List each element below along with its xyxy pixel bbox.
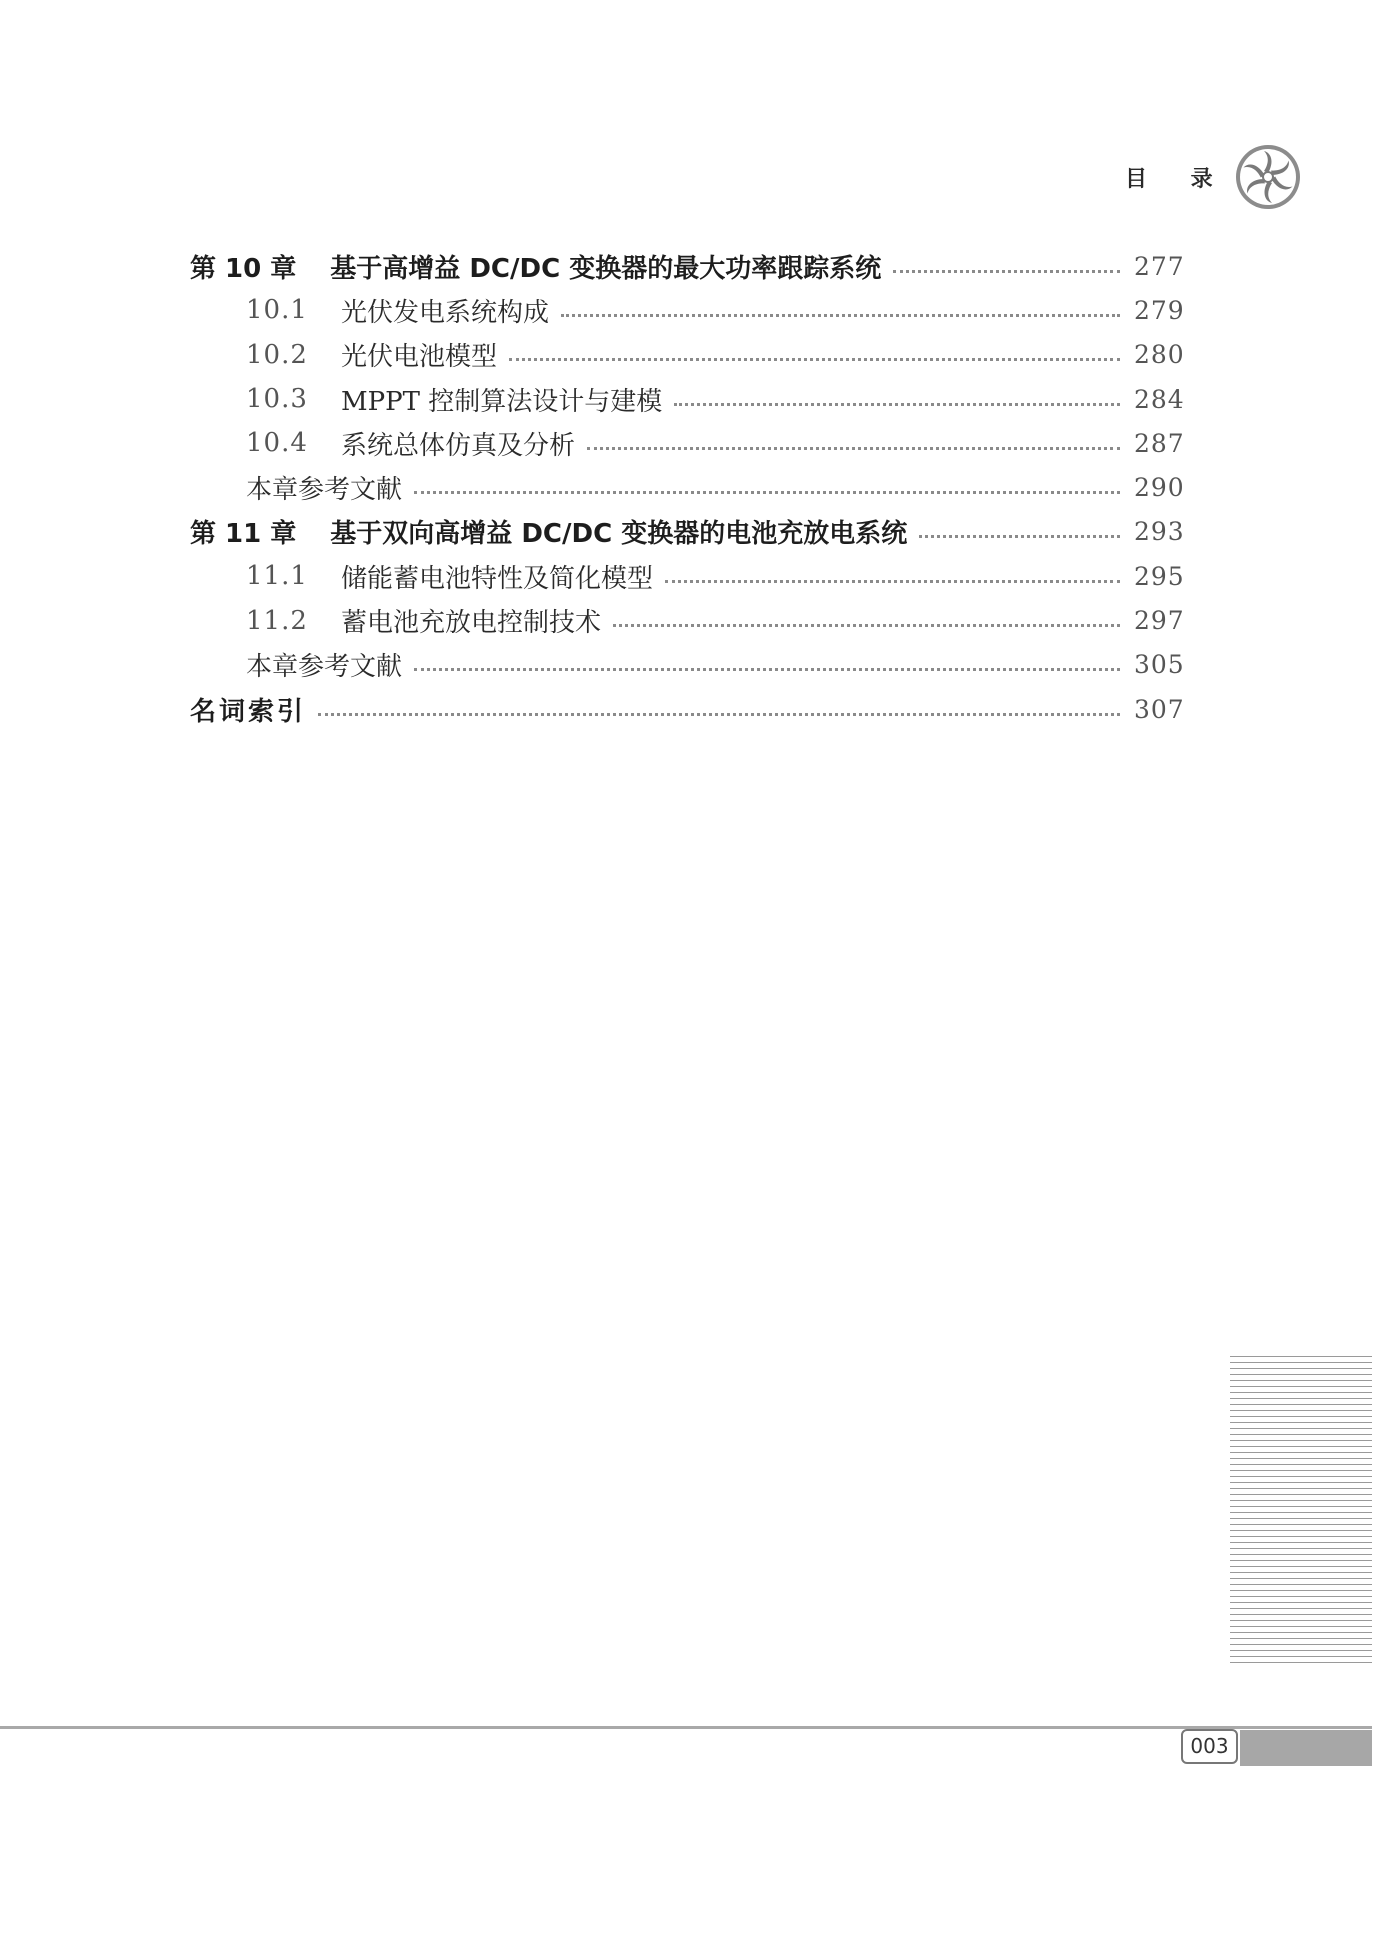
section-title: MPPT 控制算法设计与建模	[341, 386, 663, 417]
page-number: 293	[1134, 517, 1185, 547]
footer-rule	[0, 1726, 1372, 1729]
running-title: 目 录	[1125, 166, 1231, 192]
page-number: 297	[1134, 606, 1185, 636]
page-number: 307	[1134, 694, 1185, 724]
toc-chapter-10[interactable]	[190, 244, 1185, 288]
toc-index[interactable]	[190, 687, 1185, 731]
dot-leader	[587, 445, 1120, 450]
page-number: 284	[1134, 384, 1185, 414]
dot-leader	[509, 356, 1120, 361]
toc-section-10-2[interactable]	[190, 333, 1185, 377]
dot-leader	[919, 533, 1120, 538]
references-title: 本章参考文献	[246, 475, 403, 506]
toc-section-11-2[interactable]	[190, 598, 1185, 642]
toc-section-10-4[interactable]	[190, 421, 1185, 465]
page-number: 290	[1134, 473, 1185, 503]
dot-leader	[674, 401, 1120, 406]
dot-leader	[414, 666, 1120, 671]
section-number: 10.1	[246, 295, 308, 326]
section-number: 11.1	[246, 561, 308, 592]
chapter-number: 第 10 章	[190, 253, 297, 284]
toc-section-10-3[interactable]	[190, 377, 1185, 421]
toc-section-11-1[interactable]	[190, 554, 1185, 598]
page-number: 277	[1134, 251, 1185, 281]
dot-leader	[893, 268, 1120, 273]
section-number: 10.4	[246, 428, 308, 459]
footer-bar	[1240, 1730, 1372, 1766]
dot-leader	[414, 489, 1120, 494]
table-of-contents	[190, 244, 1185, 731]
chapter-number: 第 11 章	[190, 519, 297, 550]
toc-section-10-1[interactable]	[190, 288, 1185, 332]
section-title: 光伏电池模型	[341, 342, 498, 373]
section-title: 光伏发电系统构成	[341, 297, 550, 328]
page-number: 279	[1134, 295, 1185, 325]
section-number: 11.2	[246, 605, 308, 636]
chapter-title: 基于双向高增益 DC/DC 变换器的电池充放电系统	[330, 519, 908, 550]
page-number: 280	[1134, 340, 1185, 370]
running-head	[1125, 155, 1301, 199]
pinwheel-logo-icon	[1235, 144, 1301, 210]
page-number: 295	[1134, 561, 1185, 591]
decorative-edge-lines	[1230, 1356, 1372, 1666]
dot-leader	[318, 711, 1120, 716]
section-title: 系统总体仿真及分析	[341, 430, 576, 461]
toc-references-ch11[interactable]	[190, 643, 1185, 687]
section-number: 10.3	[246, 384, 308, 415]
section-title: 蓄电池充放电控制技术	[341, 608, 602, 639]
toc-references-ch10[interactable]	[190, 465, 1185, 509]
page-number: 305	[1134, 650, 1185, 680]
chapter-title: 基于高增益 DC/DC 变换器的最大功率跟踪系统	[330, 253, 882, 284]
footer-page-number: 003	[1181, 1729, 1238, 1764]
section-number: 10.2	[246, 339, 308, 370]
toc-chapter-11[interactable]	[190, 510, 1185, 554]
dot-leader	[561, 312, 1120, 317]
index-title: 名词索引	[190, 696, 307, 727]
references-title: 本章参考文献	[246, 652, 403, 683]
dot-leader	[613, 622, 1120, 627]
section-title: 储能蓄电池特性及简化模型	[341, 563, 654, 594]
dot-leader	[665, 578, 1120, 583]
page-number: 287	[1134, 428, 1185, 458]
